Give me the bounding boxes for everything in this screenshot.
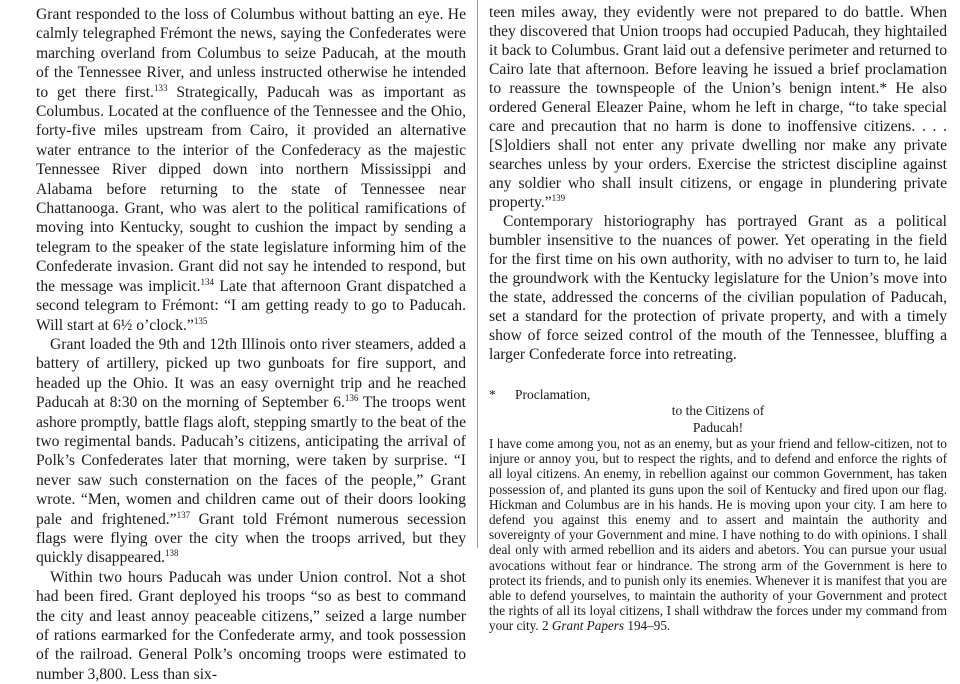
footnote-heading <box>489 386 947 403</box>
text-run: Contemporary historiography has portrayed Grant as a political bumbler insensitive to the nuances of power. Yet operating in the field for the first time on his own authority, with no adviser to turn to, he laid the groundwork with the Kentucky legislature for the Union’s move into the state, addressed the concerns of the civilian population of Paducah, set a standard for the protection of private property, and with a timely show of force seized control of the mouth of the Tennessee, bluffing a larger Confederate force into retreating. <box>489 213 947 363</box>
footnote-reference: 135 <box>193 315 208 326</box>
text-run: Within two hours Paducah was under Union control. Not a shot had been fired. Grant deployed his troops “so as best to command the city and least annoy peaceable citizens,” seized a large number of rations earmarked for the Confederate army, and took possession of the railroad. General Polk’s oncoming troops were estimated to number 3,800. Less than six- <box>36 568 466 683</box>
footnote-reference: 133 <box>153 82 168 93</box>
text-run: Late that afternoon Grant dispatched a second telegram to Frémont: “I am getting ready to go to Paducah. Will start at 6½ o’clock.” <box>36 277 466 334</box>
proclamation-title-line-1: to the Citizens of <box>671 403 765 418</box>
footnote-reference: 138 <box>165 548 179 559</box>
left-paragraph <box>36 5 466 335</box>
text-run: Grant loaded the 9th and 12th Illinois onto river steamers, added a battery of artillery, picked up two gunboats for fire support, and headed up the Ohio. It was an easy overnight trip and he reached Paducah at 8:30 on the morning of September 6. <box>36 335 466 412</box>
right-body-text <box>489 3 947 364</box>
proclamation-title-line-2: Paducah! <box>692 419 744 435</box>
text-run: Grant told Frémont numerous secession flags were flying over the city when the troops arrived, but they quickly disappeared. <box>36 510 466 567</box>
left-text-column <box>36 0 466 684</box>
text-run: Strategically, Paducah was as important as Columbus. Located at the confluence of the Tennessee and the Ohio, forty-five miles upstream from Cairo, it provided an alternative water entrance to the interior of the Confederacy as the majestic Tennessee River dipped down into northern Mississippi and Alabama before returning to the state of Tennessee near Chattanooga. Grant, who was alert to the political ramifications of moving into Kentucky, sought to cushion the impact by sending a telegram to the speaker of the state legislature informing him of the Confederate invasion. Grant did not say he intended to respond, but the message was implicit. <box>36 83 466 295</box>
left-paragraph <box>36 568 466 684</box>
citation-pages: 194–95. <box>624 618 671 634</box>
right-text-column <box>489 0 947 634</box>
citation-title: Grant Papers <box>551 618 625 634</box>
footnote-reference: 134 <box>200 276 215 287</box>
footnote-reference: 137 <box>176 509 191 520</box>
text-run: teen miles away, they evidently were not prepared to do battle. When they discovered that Union troops had occupied Paducah, they hightailed it back to Columbus. Grant laid out a defensive perimeter and returned to Cairo late that afternoon. Before leaving he issued a brief proclamation to reassure the townspeople of the Union’s benign intent.* He also ordered General Eleazer Paine, whom he left in charge, “to take special care and precaution that no harm is done to inoffensive citizens. . . . [S]oldiers shall not enter any private dwelling nor make any private searches unless by your orders. Exercise the strictest discipline against any soldier who shall insult citizens, or engage in plundering private property.” <box>489 4 947 211</box>
right-paragraph <box>489 3 947 212</box>
citation-prefix: 2 <box>541 618 552 634</box>
proclamation-body <box>489 436 947 634</box>
footnote-marker: * <box>489 387 496 402</box>
right-paragraph <box>489 212 947 364</box>
proclamation-text: I have come among you, not as an enemy, but as your friend and fellow-citizen, not to injure or annoy you, but to respect the rights, and to defend and enforce the rights of all loyal citizens. An enemy, in rebellion against our common Government, has taken possession of, and planted its guns upon the soil of Kentucky and fired upon our flag. Hickman and Columbus are in his hands. He is moving upon your city. I am here to defend you against this enemy and to assert and maintain the authority and sovereignty of your Government and mine. I have nothing to do with opinions. I shall deal only with armed rebellion and its aiders and abetors. You can pursue your usual avocations without fear or hindrance. The strong arm of the Government is here to protect its friends, and to punish only its enemies. Whenever it is manifest that you are able to defend yourselves, to maintain the authority of your Government and protect the rights of all its loyal citizens, I shall withdraw the forces under my command from your city. <box>489 436 947 634</box>
footnote-reference: 139 <box>551 192 566 203</box>
footnote-reference: 136 <box>344 392 359 403</box>
footnote-label: Proclamation, <box>515 387 591 402</box>
text-run: The troops went ashore promptly, battle flags aloft, stepping smartly to the beat of the two regimental bands. Paducah’s citizens, anticipating the arrival of Polk’s Confederates later that morning, were taken by surprise. “I never saw such consternation on the faces of the people,” Grant wrote. “Men, women and children came out of their doors looking pale and frightened.” <box>36 394 466 528</box>
left-paragraph <box>36 335 466 568</box>
footnote <box>489 386 947 634</box>
text-run: Grant responded to the loss of Columbus without batting an eye. He calmly telegraphed Frémont the news, saying the Confederates were marching overland from Columbus to seize Paducah, at the mouth of the Tennessee River, and unless instructed otherwise he intended to get there first. <box>36 6 466 101</box>
footnote-gap <box>489 364 947 386</box>
column-edge-line <box>477 0 478 548</box>
